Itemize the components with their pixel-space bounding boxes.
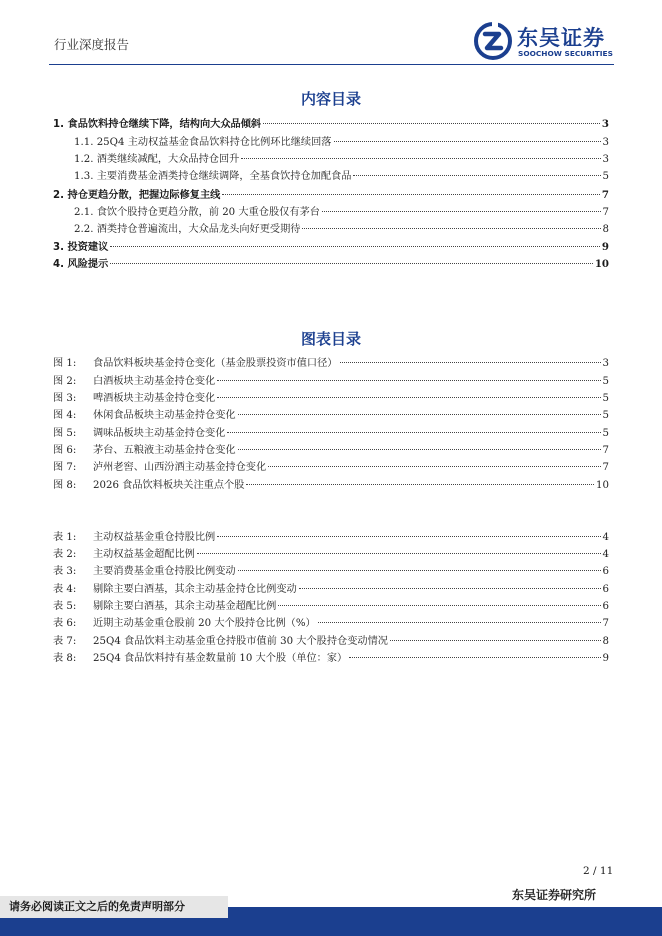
footer-company: 东吴证券研究所 <box>512 888 597 902</box>
figure-entry[interactable] <box>53 375 609 388</box>
table-entry-label: 表 5: <box>53 601 77 612</box>
toc-entry-number: 4. <box>53 259 64 270</box>
dot-leader <box>238 414 601 415</box>
toc-entry-number: 2. <box>53 190 64 201</box>
toc-entry-page: 5 <box>602 171 609 182</box>
dot-leader <box>322 211 601 212</box>
figure-entry-page: 7 <box>602 445 609 456</box>
toc-entry-text: 25Q4 主动权益基金食品饮料持仓比例环比继续回落 <box>96 137 332 148</box>
logo-english-name: SOOCHOW SECURITIES <box>518 49 613 58</box>
toc-entry-title <box>74 136 332 149</box>
toc-entry-title <box>74 153 239 166</box>
table-entry[interactable] <box>53 548 609 561</box>
toc-entry-page: 9 <box>601 241 609 253</box>
figure-entry-title <box>53 392 215 405</box>
toc-entry[interactable] <box>74 223 609 236</box>
toc-entry-number: 1.1. <box>74 137 94 148</box>
dot-leader <box>238 449 601 450</box>
page-number <box>583 865 613 877</box>
toc-entry[interactable] <box>53 118 609 131</box>
toc-entry[interactable] <box>74 136 609 149</box>
dot-leader <box>222 194 600 195</box>
table-entry[interactable] <box>53 617 609 630</box>
dot-leader <box>318 622 601 623</box>
table-entry[interactable] <box>53 652 609 665</box>
dot-leader <box>349 657 600 658</box>
toc-entry-number: 2.1. <box>74 207 94 218</box>
figure-entry-label: 图 4: <box>53 410 77 421</box>
table-entry-page: 8 <box>602 636 609 647</box>
table-entry-text: 主要消费基金重仓持股比例变动 <box>93 566 236 577</box>
table-entry-text: 主动权益基金超配比例 <box>93 549 195 560</box>
toc-entry-page: 10 <box>594 258 609 270</box>
figure-entry-page: 5 <box>602 376 609 387</box>
toc-entry-title <box>53 189 220 202</box>
toc-entry-page: 7 <box>601 189 609 201</box>
figure-entry[interactable] <box>53 479 609 492</box>
table-entry-page: 6 <box>602 566 609 577</box>
table-entry-text: 剔除主要白酒基，其余主动基金超配比例 <box>93 601 277 612</box>
table-entry-text: 25Q4 食品饮料持有基金数量前 10 大个股（单位：家） <box>93 653 348 664</box>
toc-entry-title <box>74 206 320 219</box>
figure-entry-text: 茅台、五粮液主动基金持仓变化 <box>93 445 236 456</box>
table-entry-title <box>53 652 347 665</box>
dot-leader <box>217 536 600 537</box>
figure-entry-page: 3 <box>602 358 609 369</box>
toc-entry-page: 3 <box>602 137 609 148</box>
toc-entry-page: 8 <box>602 224 609 235</box>
table-entry-text: 近期主动基金重仓股前 20 大个股持仓比例（%） <box>93 618 316 629</box>
dot-leader <box>110 263 593 264</box>
table-entry-label: 表 1: <box>53 532 77 543</box>
figure-entry-title <box>53 427 225 440</box>
dot-leader <box>246 484 594 485</box>
table-entry-title <box>53 548 195 561</box>
figure-entry-text: 休闲食品板块主动基金持仓变化 <box>93 410 236 421</box>
table-entry[interactable] <box>53 531 609 544</box>
contents-title: 内容目录 <box>300 90 361 108</box>
figure-entry-text: 食品饮料板块基金持仓变化（基金股票投资市值口径） <box>93 358 338 369</box>
page-total: 11 <box>599 865 614 877</box>
figure-entry[interactable] <box>53 427 609 440</box>
dot-leader <box>390 640 601 641</box>
logo-chinese-name: 东吴证券 <box>517 26 605 50</box>
toc-entry[interactable] <box>74 153 609 166</box>
table-entry-title <box>53 565 236 578</box>
dot-leader <box>299 588 601 589</box>
dot-leader <box>334 141 601 142</box>
toc-entry-page: 7 <box>602 207 609 218</box>
toc-entry[interactable] <box>74 170 609 183</box>
toc-entry-title <box>74 170 351 183</box>
toc-entry-title <box>53 118 261 131</box>
figure-entry-page: 5 <box>602 410 609 421</box>
dot-leader <box>278 605 600 606</box>
table-entry-page: 4 <box>602 549 609 560</box>
table-entry-page: 9 <box>602 653 609 664</box>
table-entry-label: 表 7: <box>53 636 77 647</box>
table-entry-label: 表 3: <box>53 566 77 577</box>
table-entry-page: 6 <box>602 601 609 612</box>
figure-entry[interactable] <box>53 357 609 370</box>
figure-entry-text: 啤酒板块主动基金持仓变化 <box>93 393 216 404</box>
figure-entry[interactable] <box>53 409 609 422</box>
toc-entry-title <box>53 258 108 271</box>
table-entry-text: 25Q4 食品饮料主动基金重仓持股市值前 30 大个股持仓变动情况 <box>93 636 388 647</box>
figure-entry-page: 10 <box>596 480 609 491</box>
figure-entry-label: 图 8: <box>53 480 77 491</box>
table-entry[interactable] <box>53 600 609 613</box>
dot-leader <box>238 570 601 571</box>
toc-entry-text: 食品饮料持仓继续下降，结构向大众品倾斜 <box>67 119 262 130</box>
figure-entry-label: 图 5: <box>53 428 77 439</box>
toc-entry-text: 风险提示 <box>67 259 109 270</box>
page-separator: / <box>593 865 597 877</box>
toc-entry[interactable] <box>74 206 609 219</box>
dot-leader <box>110 246 600 247</box>
figure-entry-page: 5 <box>602 428 609 439</box>
toc-entry-text: 食饮个股持仓更趋分散，前 20 大重仓股仅有茅台 <box>96 207 320 218</box>
figure-entry-title <box>53 479 244 492</box>
figure-entry-text: 调味品板块主动基金持仓变化 <box>93 428 226 439</box>
dot-leader <box>217 397 600 398</box>
table-entry-title <box>53 635 388 648</box>
figure-entry-label: 图 7: <box>53 462 77 473</box>
table-entry-label: 表 8: <box>53 653 77 664</box>
company-logo <box>474 22 614 64</box>
soochow-logo-icon <box>474 22 512 60</box>
dot-leader <box>197 553 601 554</box>
table-entry[interactable] <box>53 635 609 648</box>
toc-entry-text: 酒类继续减配，大众品持仓回升 <box>96 154 240 165</box>
dot-leader <box>217 380 600 381</box>
table-entry-title <box>53 600 276 613</box>
figure-entry-page: 7 <box>602 462 609 473</box>
dot-leader <box>227 432 600 433</box>
table-entry-label: 表 6: <box>53 618 77 629</box>
toc-entry[interactable] <box>53 189 609 202</box>
figure-entry-title <box>53 357 338 370</box>
table-entry[interactable] <box>53 565 609 578</box>
table-entry-page: 6 <box>602 584 609 595</box>
figure-entry-title <box>53 444 236 457</box>
table-entry-page: 7 <box>602 618 609 629</box>
page-current: 2 <box>583 865 590 877</box>
dot-leader <box>353 175 600 176</box>
toc-entry-text: 酒类持仓普遍流出，大众品龙头向好更受期待 <box>96 224 301 235</box>
figure-entry-page: 5 <box>602 393 609 404</box>
figure-entry-title <box>53 409 236 422</box>
table-entry-label: 表 2: <box>53 549 77 560</box>
toc-entry-text: 主要消费基金酒类持仓继续调降，全基食饮持仓加配食品 <box>96 171 352 182</box>
toc-entry-number: 1. <box>53 119 64 130</box>
toc-entry-title <box>53 241 108 254</box>
figure-entry-text: 2026 食品饮料板块关注重点个股 <box>93 480 245 491</box>
table-entry-text: 主动权益基金重仓持股比例 <box>93 532 216 543</box>
dot-leader <box>263 123 600 124</box>
toc-entry-number: 1.2. <box>74 154 94 165</box>
toc-entry-title <box>74 223 300 236</box>
toc-entry-page: 3 <box>601 118 609 130</box>
figure-entry-label: 图 1: <box>53 358 77 369</box>
dot-leader <box>241 158 600 159</box>
figure-entry[interactable] <box>53 392 609 405</box>
figure-entry-label: 图 6: <box>53 445 77 456</box>
figure-entry-title <box>53 461 266 474</box>
toc-entry-text: 投资建议 <box>67 242 109 253</box>
figure-entry[interactable] <box>53 461 609 474</box>
dot-leader <box>302 228 600 229</box>
toc-entry-number: 2.2. <box>74 224 94 235</box>
report-type-label: 行业深度报告 <box>54 37 130 52</box>
toc-entry-text: 持仓更趋分散，把握边际修复主线 <box>67 190 221 201</box>
table-entry-title <box>53 583 297 596</box>
figure-entry-title <box>53 375 215 388</box>
table-entry[interactable] <box>53 583 609 596</box>
figure-entry-label: 图 3: <box>53 393 77 404</box>
table-entry-title <box>53 617 316 630</box>
toc-entry-page: 3 <box>602 154 609 165</box>
figure-entry-label: 图 2: <box>53 376 77 387</box>
figure-entry-text: 白酒板块主动基金持仓变化 <box>93 376 216 387</box>
disclaimer-banner: 请务必阅读正文之后的免责声明部分 <box>0 896 228 918</box>
toc-entry[interactable] <box>53 258 609 271</box>
figure-entry-text: 泸州老窖、山西汾酒主动基金持仓变化 <box>93 462 267 473</box>
table-entry-page: 4 <box>602 532 609 543</box>
table-entry-title <box>53 531 215 544</box>
header-divider <box>49 64 614 65</box>
table-entry-text: 剔除主要白酒基，其余主动基金持仓比例变动 <box>93 584 297 595</box>
table-entry-label: 表 4: <box>53 584 77 595</box>
figure-entry[interactable] <box>53 444 609 457</box>
toc-entry-number: 3. <box>53 242 64 253</box>
dot-leader <box>268 466 600 467</box>
toc-entry[interactable] <box>53 241 609 254</box>
dot-leader <box>340 362 601 363</box>
toc-entry-number: 1.3. <box>74 171 94 182</box>
figures-title: 图表目录 <box>300 330 361 348</box>
